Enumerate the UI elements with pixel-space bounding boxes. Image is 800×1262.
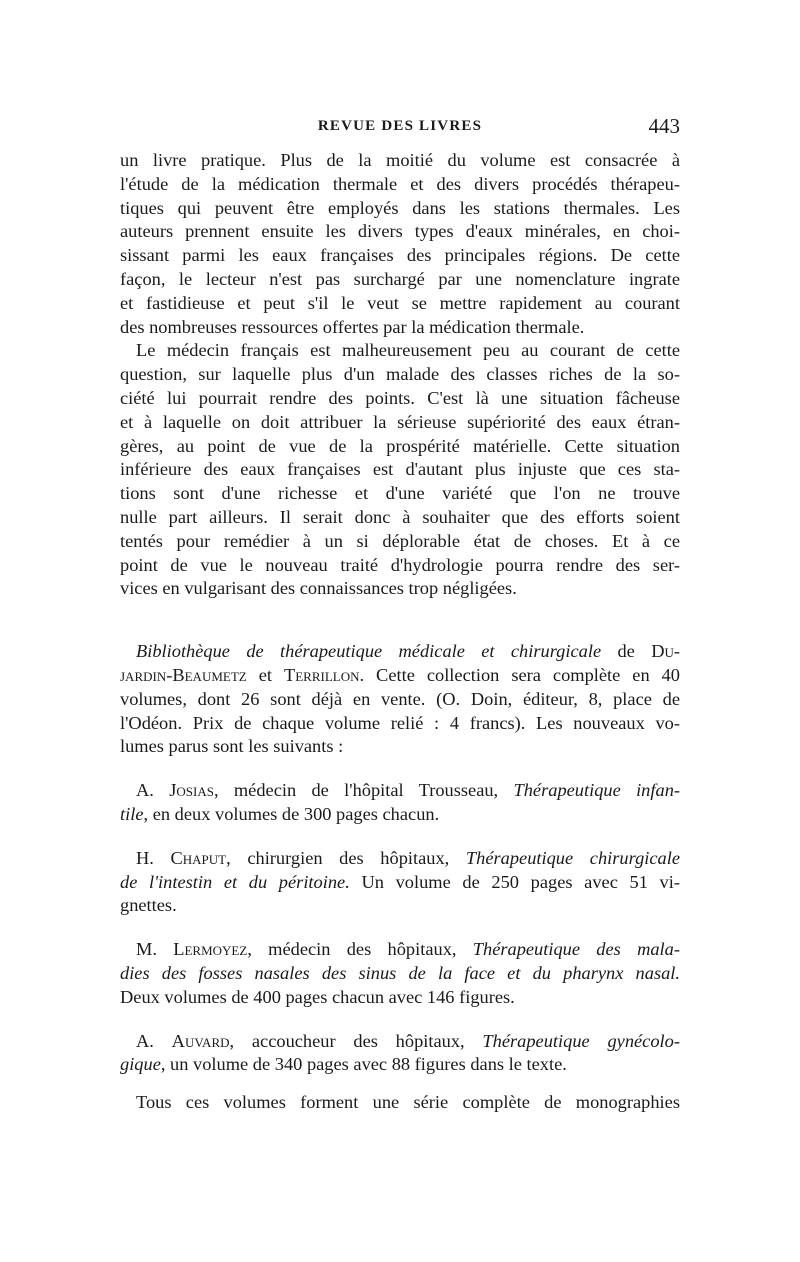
author-name: jardin-Beaumetz	[120, 664, 247, 685]
entry-lermoyez	[120, 938, 680, 1009]
text-line: lumes parus sont les suivants :	[120, 736, 344, 757]
book-title: Thérapeutique des mala-	[472, 939, 680, 960]
collection-title: Bibliothèque de thérapeutique médicale et chirurgicale	[136, 641, 602, 662]
text-line: sissant parmi les eaux françaises des principales régions. De cette	[120, 245, 680, 266]
paragraph-hydrology-review	[120, 149, 680, 339]
text-line: tentés pour remédier à un si déplorable état de choses. Et à ce	[120, 530, 680, 551]
book-title: Thérapeutique chirurgicale	[465, 847, 681, 868]
page-number: 443	[648, 114, 680, 138]
text-line: question, sur laquelle plus d'un malade des classes riches de la so-	[120, 364, 680, 385]
book-title: tile	[120, 803, 144, 824]
author-name: Auvard	[171, 1030, 230, 1051]
text-line: auteurs prennent ensuite les divers types d'eaux minérales, en choi-	[120, 221, 680, 242]
text-line: des nombreuses ressources offertes par la médication thermale.	[120, 316, 585, 337]
book-title: Thérapeutique gynécolo-	[482, 1030, 680, 1051]
text-line: tiques qui peuvent être employés dans les stations thermales. Les	[120, 197, 680, 218]
author-name: Du-	[651, 641, 680, 662]
entry-auvard	[120, 1030, 680, 1078]
text-line: façon, le lecteur n'est pas surchargé par une nomenclature ingrate	[120, 268, 680, 289]
text-line: et à laquelle on doit attribuer la sérieuse supériorité des eaux étran-	[120, 411, 680, 432]
text-line: point de vue le nouveau traité d'hydrologie pourra rendre des ser-	[120, 554, 680, 575]
text-line: gique, un volume de 340 pages avec 88 figures dans le texte.	[120, 1054, 567, 1075]
text-line: nulle part ailleurs. Il serait donc à souhaiter que des efforts soient	[120, 506, 680, 527]
text-line: vices en vulgarisant des connaissances trop négligées.	[120, 578, 517, 599]
text-line: gères, au point de vue de la prospérité matérielle. Cette situation	[120, 435, 680, 456]
text-line: l'étude de la médication thermale et des divers procédés thérapeu-	[120, 173, 680, 194]
text-line: Le médecin français est malheureusement peu au courant de cette	[136, 340, 680, 361]
author-name: Josias	[169, 780, 214, 801]
author-name: Chaput	[170, 847, 227, 868]
page-body	[120, 149, 680, 1115]
author-name: Lermoyez	[173, 939, 248, 960]
text-line: Bibliothèque de thérapeutique médicale et chirurgicale de Du-	[136, 641, 680, 662]
text-line	[120, 962, 680, 986]
paragraph-closing	[120, 1091, 680, 1115]
text-line: A. Josias, médecin de l'hôpital Trousseau, Thérapeutique infan-	[136, 780, 681, 801]
text-line: jardin-Beaumetz et Terrillon. Cette collection sera complète en 40	[120, 664, 680, 685]
text-line: ciété lui pourrait rendre des points. C'est là une situation fâcheuse	[120, 387, 680, 408]
entry-josias	[120, 779, 680, 827]
text-line: tions sont d'une richesse et d'une variété que l'on ne trouve	[120, 483, 680, 504]
book-title: gique	[120, 1054, 161, 1075]
text-line: A. Auvard, accoucheur des hôpitaux, Thérapeutique gynécolo-	[136, 1030, 680, 1051]
text-line: un livre pratique. Plus de la moitié du volume est consacrée à	[120, 150, 680, 170]
text-line: Tous ces volumes forment une série complète de monographies	[136, 1092, 680, 1113]
text-line: tile, en deux volumes de 300 pages chacun.	[120, 803, 440, 824]
paragraph-french-doctor	[120, 339, 680, 601]
book-title: dies des fosses nasales des sinus de la face et du pharynx nasal.	[120, 962, 680, 983]
paragraph-bibliotheque	[120, 640, 680, 759]
running-head: REVUE DES LIVRES	[317, 118, 483, 134]
text-line: Deux volumes de 400 pages chacun avec 146 figures.	[120, 986, 515, 1007]
text-line: gnettes.	[120, 895, 177, 916]
entry-chaput	[120, 847, 680, 918]
text-line: l'Odéon. Prix de chaque volume relié : 4 francs). Les nouveaux vo-	[120, 712, 680, 733]
book-title: Thérapeutique infan-	[513, 780, 681, 801]
page-header	[120, 114, 680, 142]
text-line: H. Chaput, chirurgien des hôpitaux, Thérapeutique chirurgicale	[136, 847, 681, 868]
text-line: de l'intestin et du péritoine. Un volume de 250 pages avec 51 vi-	[120, 871, 680, 892]
text-line: volumes, dont 26 sont déjà en vente. (O. Doin, éditeur, 8, place de	[120, 688, 680, 709]
text-line: M. Lermoyez, médecin des hôpitaux, Thérapeutique des mala-	[136, 939, 680, 960]
text-line: et fastidieuse et peut s'il le veut se mettre rapidement au courant	[120, 292, 680, 313]
book-title: de l'intestin et du péritoine.	[120, 871, 350, 892]
author-name: Terrillon	[283, 664, 360, 685]
text-line: inférieure des eaux françaises est d'autant plus injuste que ces sta-	[120, 459, 680, 480]
